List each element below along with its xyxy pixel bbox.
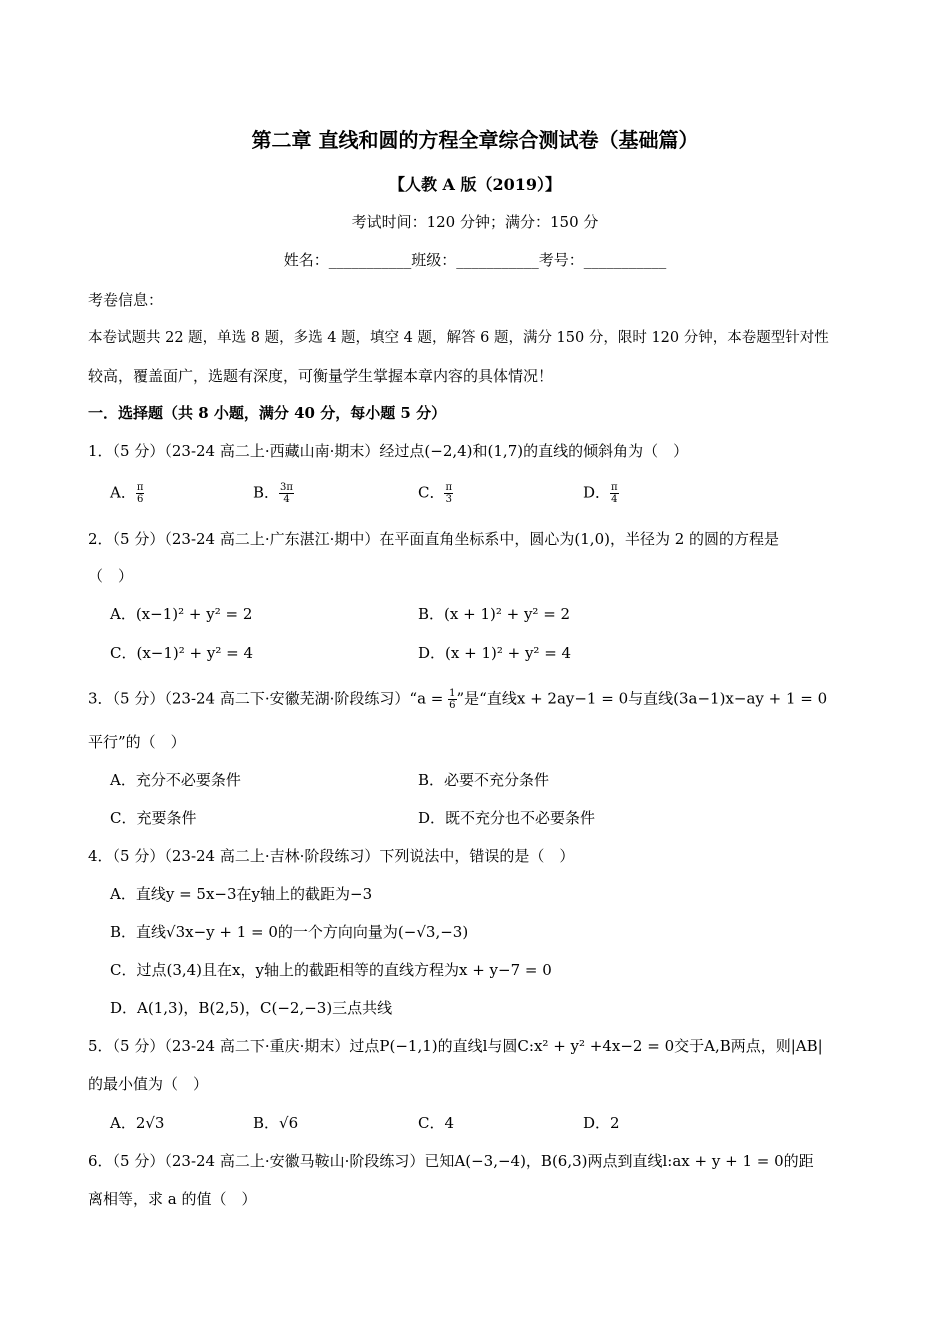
question-5-option-c: C．4: [418, 1114, 455, 1132]
question-3-option-c: C．充要条件: [110, 809, 197, 827]
question-2-stem-cont: （ ）: [88, 567, 134, 585]
section-heading: 一．选择题（共 8 小题，满分 40 分，每小题 5 分）: [88, 404, 447, 422]
question-4-option-a: A．直线y = 5x−3在y轴上的截距为−3: [110, 885, 373, 903]
question-4-option-c: C．过点(3,4)且在x，y轴上的截距相等的直线方程为x + y−7 = 0: [110, 961, 552, 979]
question-2-stem: 2．（5 分）（23-24 高二上·广东湛江·期中）在平面直角坐标系中，圆心为(1,0)，半径为 2 的圆的方程是: [88, 530, 780, 548]
info-line-2: 较高，覆盖面广，选题有深度，可衡量学生掌握本章内容的具体情况！: [88, 367, 554, 385]
question-6-stem-cont: 离相等，求 a 的值（ ）: [88, 1190, 257, 1208]
question-5-option-d: D．2: [583, 1114, 620, 1132]
question-2-option-d: D．(x + 1)² + y² = 4: [418, 644, 572, 662]
question-1-option-b: B． $\frac{3\pi}{4}$: [253, 482, 293, 505]
question-3-option-d: D．既不充分也不必要条件: [418, 809, 596, 827]
question-5-option-a: A．2√3: [110, 1114, 165, 1132]
question-4-option-b: B．直线√3x−y + 1 = 0的一个方向向量为(−√3,−3): [110, 923, 469, 941]
info-line-1: 本卷试题共 22 题，单选 8 题，多选 4 题，填空 4 题，解答 6 题，满分 150 分，限时 120 分钟，本卷题型针对性: [88, 330, 829, 346]
student-fields: 姓名：___________班级：___________考号：___________: [283, 251, 667, 269]
question-2-option-c: C．(x−1)² + y² = 4: [110, 644, 254, 662]
question-5-stem-cont: 的最小值为（ ）: [88, 1075, 209, 1093]
page-title: 第二章 直线和圆的方程全章综合测试卷（基础篇）: [251, 128, 699, 152]
question-2-option-a: A．(x−1)² + y² = 2: [110, 605, 253, 623]
question-4-stem: 4．（5 分）（23-24 高二上·吉林·阶段练习）下列说法中，错误的是（ ）: [88, 847, 575, 865]
question-1-option-a: A． $\frac{\pi}{6}$: [110, 482, 144, 505]
question-5-stem: 5．（5 分）（23-24 高二下·重庆·期末）过点P(−1,1)的直线l与圆C:x² + y² +4x−2 = 0交于A,B两点，则|AB|: [88, 1037, 823, 1055]
info-heading: 考卷信息：: [88, 291, 164, 309]
question-3-stem: 3．（5 分）（23-24 高二下·安徽芜湖·阶段练习）“a = $\frac{1}{6}$ ”是“直线x + 2ay−1 = 0与直线(3a−1)x−ay + 1 = 0: [88, 688, 828, 711]
question-3-option-a: A．充分不必要条件: [110, 771, 241, 789]
edition-label: 【人教 A 版（2019）】: [388, 175, 562, 194]
question-1-stem: 1．（5 分）（23-24 高二上·西藏山南·期末）经过点(−2,4)和(1,7)的直线的倾斜角为（ ）: [88, 442, 689, 460]
question-4-option-d: D．A(1,3)，B(2,5)，C(−2,−3)三点共线: [110, 999, 393, 1017]
question-1-option-d: D． $\frac{\pi}{4}$: [583, 482, 618, 505]
exam-info: 考试时间：120 分钟；满分：150 分: [351, 213, 599, 231]
question-2-option-b: B．(x + 1)² + y² = 2: [418, 605, 571, 623]
question-6-stem: 6．（5 分）（23-24 高二上·安徽马鞍山·阶段练习）已知A(−3,−4)，B(6,3)两点到直线l:ax + y + 1 = 0的距: [88, 1152, 814, 1170]
question-3-option-b: B．必要不充分条件: [418, 771, 550, 789]
question-1-option-c: C． $\frac{\pi}{3}$: [418, 482, 453, 505]
question-5-option-b: B．√6: [253, 1114, 299, 1132]
question-3-stem-cont: 平行”的（ ）: [88, 733, 186, 751]
